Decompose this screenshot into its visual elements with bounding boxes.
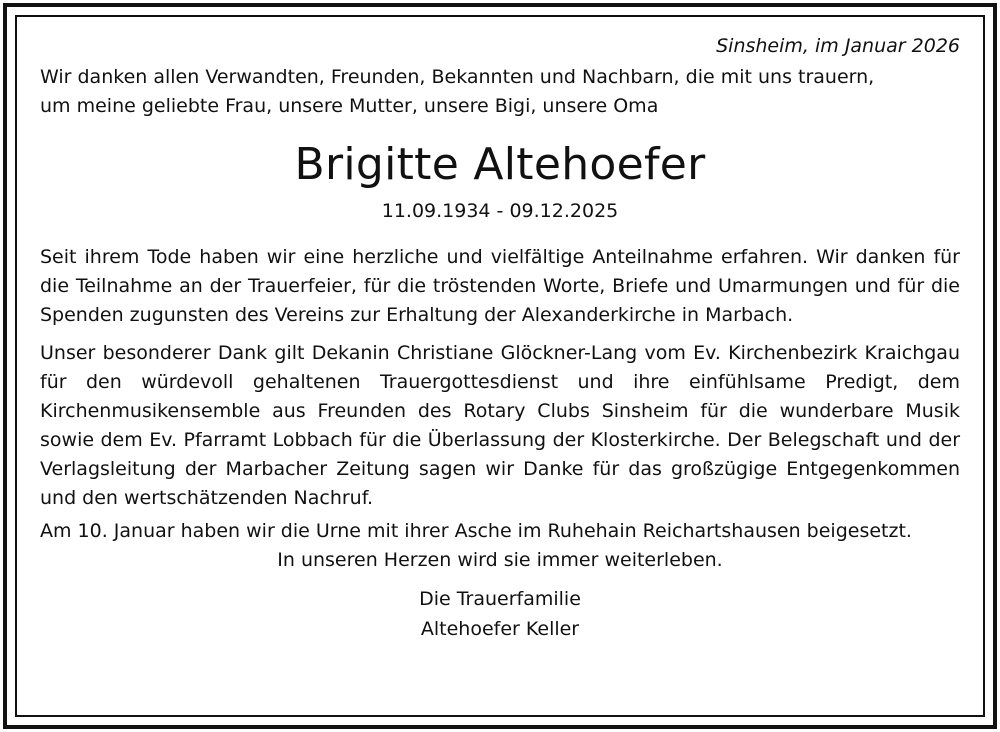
signature-line-1: Die Trauerfamilie (419, 588, 581, 610)
intro-line-2: um meine geliebte Frau, unsere Mutter, unsere Bigi, unsere Oma (40, 95, 659, 117)
lifespan-dates: 11.09.1934 - 09.12.2025 (381, 200, 619, 222)
deceased-name: Brigitte Altehoefer (294, 139, 706, 190)
intro-line-1: Wir danken allen Verwandten, Freunden, Bekannten und Nachbarn, die mit uns trauern, (40, 66, 875, 88)
thanks-paragraph: Seit ihrem Tode haben wir eine herzliche und vielfältige Anteilnahme erfahren. Wir danken für die Teilnahme an der Trauerfeier, für die tröstenden Worte, Briefe und Umarmungen und für die Spenden zugunsten des Vereins zur Erhaltung der Alexanderkirche in Marbach. (40, 246, 960, 326)
special-thanks-paragraph: Unser besonderer Dank gilt Dekanin Christiane Glöckner-Lang vom Ev. Kirchenbezirk Kraichgau für den würdevoll gehaltenen Trauergottesdienst und ihre einfühlsame Predigt, dem Kirchenmusikensemble aus Freunden des Rotary Clubs Sinsheim für die wunderbare Musik sowie dem Ev. Pfarramt Lobbach für die Überlassung der Klosterkirche. Der Belegschaft und der Verlagsleitung der Marbacher Zeitung sagen wir Danke für das großzügige Entgegenkommen und den wertschätzenden Nachruf. (40, 342, 960, 509)
place-date: Sinsheim, im Januar 2026 (716, 35, 960, 57)
closing-sentence: In unseren Herzen wird sie immer weiterleben. (277, 549, 723, 571)
signature-block (40, 584, 960, 644)
signature-line-2: Altehoefer Keller (420, 618, 580, 640)
obituary-notice (40, 32, 960, 644)
burial-sentence: Am 10. Januar haben wir die Urne mit ihrer Asche im Ruhehain Reichartshausen beigesetzt. (40, 520, 912, 542)
